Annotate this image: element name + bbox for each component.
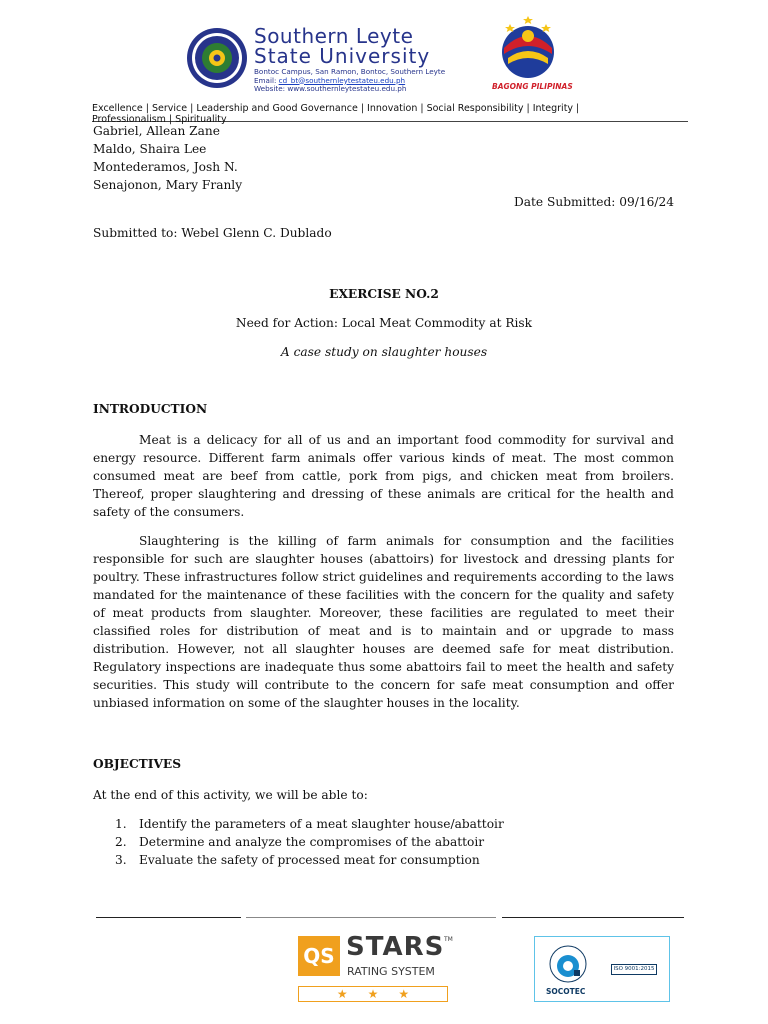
case-study-subtitle: A case study on slaughter houses bbox=[280, 345, 488, 359]
author-name: Montederamos, Josh N. bbox=[93, 160, 238, 174]
campus-address: Bontoc Campus, San Ramon, Bontoc, Southern Leyte bbox=[254, 67, 446, 76]
list-text: Identify the parameters of a meat slaughter house/abattoir bbox=[139, 817, 504, 831]
qs-stars-text: STARS bbox=[346, 932, 445, 962]
list-item bbox=[93, 851, 504, 869]
introduction-paragraph bbox=[93, 532, 674, 712]
qs-trademark: TM bbox=[444, 936, 453, 943]
star-rating-icon: ★★★ bbox=[298, 986, 448, 1002]
university-name-line2: State University bbox=[254, 44, 431, 68]
bagong-pilipinas-logo-icon bbox=[490, 14, 566, 80]
submitted-to: Submitted to: Webel Glenn C. Dublado bbox=[93, 226, 332, 240]
footer-divider bbox=[502, 917, 684, 918]
bagong-pilipinas-text: BAGONG PILIPINAS bbox=[492, 82, 573, 91]
objectives-list bbox=[93, 815, 504, 869]
qs-logo-icon: QS bbox=[298, 936, 340, 976]
author-list bbox=[93, 122, 242, 194]
exercise-title: EXERCISE NO.2 bbox=[329, 287, 439, 301]
email-link[interactable]: cd_bt@southernleytestateu.edu.ph bbox=[278, 75, 406, 85]
socotec-emblem-icon bbox=[540, 940, 596, 990]
list-number: 1. bbox=[115, 817, 127, 831]
campus-website: Website: www.southernleytestateu.edu.ph bbox=[254, 84, 407, 93]
iso-label: ISO 9001:2015 bbox=[611, 964, 657, 975]
email-label: Email: bbox=[254, 75, 279, 85]
list-text: Determine and analyze the compromises of the abattoir bbox=[139, 835, 485, 849]
author-name: Gabriel, Allean Zane bbox=[93, 124, 220, 138]
introduction-heading: INTRODUCTION bbox=[93, 402, 208, 416]
socotec-text: SOCOTEC bbox=[546, 987, 586, 996]
objectives-intro: At the end of this activity, we will be able to: bbox=[93, 788, 368, 802]
list-item bbox=[93, 833, 504, 851]
qs-rating-system-text: RATING SYSTEM bbox=[347, 965, 435, 978]
list-number: 3. bbox=[115, 853, 127, 867]
university-name bbox=[254, 26, 430, 66]
university-seal-icon bbox=[186, 27, 248, 89]
university-name-line1: Southern Leyte bbox=[254, 24, 414, 48]
author-name: Maldo, Shaira Lee bbox=[93, 142, 207, 156]
paragraph-text: Meat is a delicacy for all of us and an important food commodity for survival and energy resource. Different farm animals offer various kinds of meat. The most common consumed meat are beef from cattle, pork from pigs, and chicken meat from broilers. Thereof, proper slaughtering and dressing of these animals are critical for the health and safety of the consumers. bbox=[93, 433, 674, 519]
footer-divider bbox=[96, 917, 241, 918]
core-values: Excellence | Service | Leadership and Good Governance | Innovation | Social Responsibility | Integrity | Professionalism | Spirituality bbox=[92, 103, 580, 125]
campus-info bbox=[254, 68, 445, 94]
list-item bbox=[93, 815, 504, 833]
paragraph-text: Slaughtering is the killing of farm animals for consumption and the facilities responsible for such are slaughter houses (abattoirs) for livestock and dressing plants for poultry. These infrastructures follow strict guidelines and requirements according to the laws mandated for the maintenance of these facilities with the concern for the quality and safety of meat products from slaughter. Moreover, these facilities are regulated to meet their classified roles for distribution of meat and is to maintain and or upgrade to mass distribution. However, not all slaughter houses are deemed safe for meat distribution. Regulatory inspections are inadequate thus some abattoirs fail to meet the health and safety securities. This study will contribute to the concern for safe meat consumption and offer unbiased information on some of the slaughter houses in the locality. bbox=[93, 534, 674, 710]
footer-divider bbox=[246, 917, 496, 918]
objectives-heading: OBJECTIVES bbox=[93, 757, 181, 771]
list-text: Evaluate the safety of processed meat for consumption bbox=[139, 853, 480, 867]
date-submitted: Date Submitted: 09/16/24 bbox=[513, 195, 674, 209]
exercise-subtitle: Need for Action: Local Meat Commodity at Risk bbox=[235, 316, 533, 330]
list-number: 2. bbox=[115, 835, 127, 849]
author-name: Senajonon, Mary Franly bbox=[93, 178, 243, 192]
introduction-paragraph bbox=[93, 431, 674, 521]
